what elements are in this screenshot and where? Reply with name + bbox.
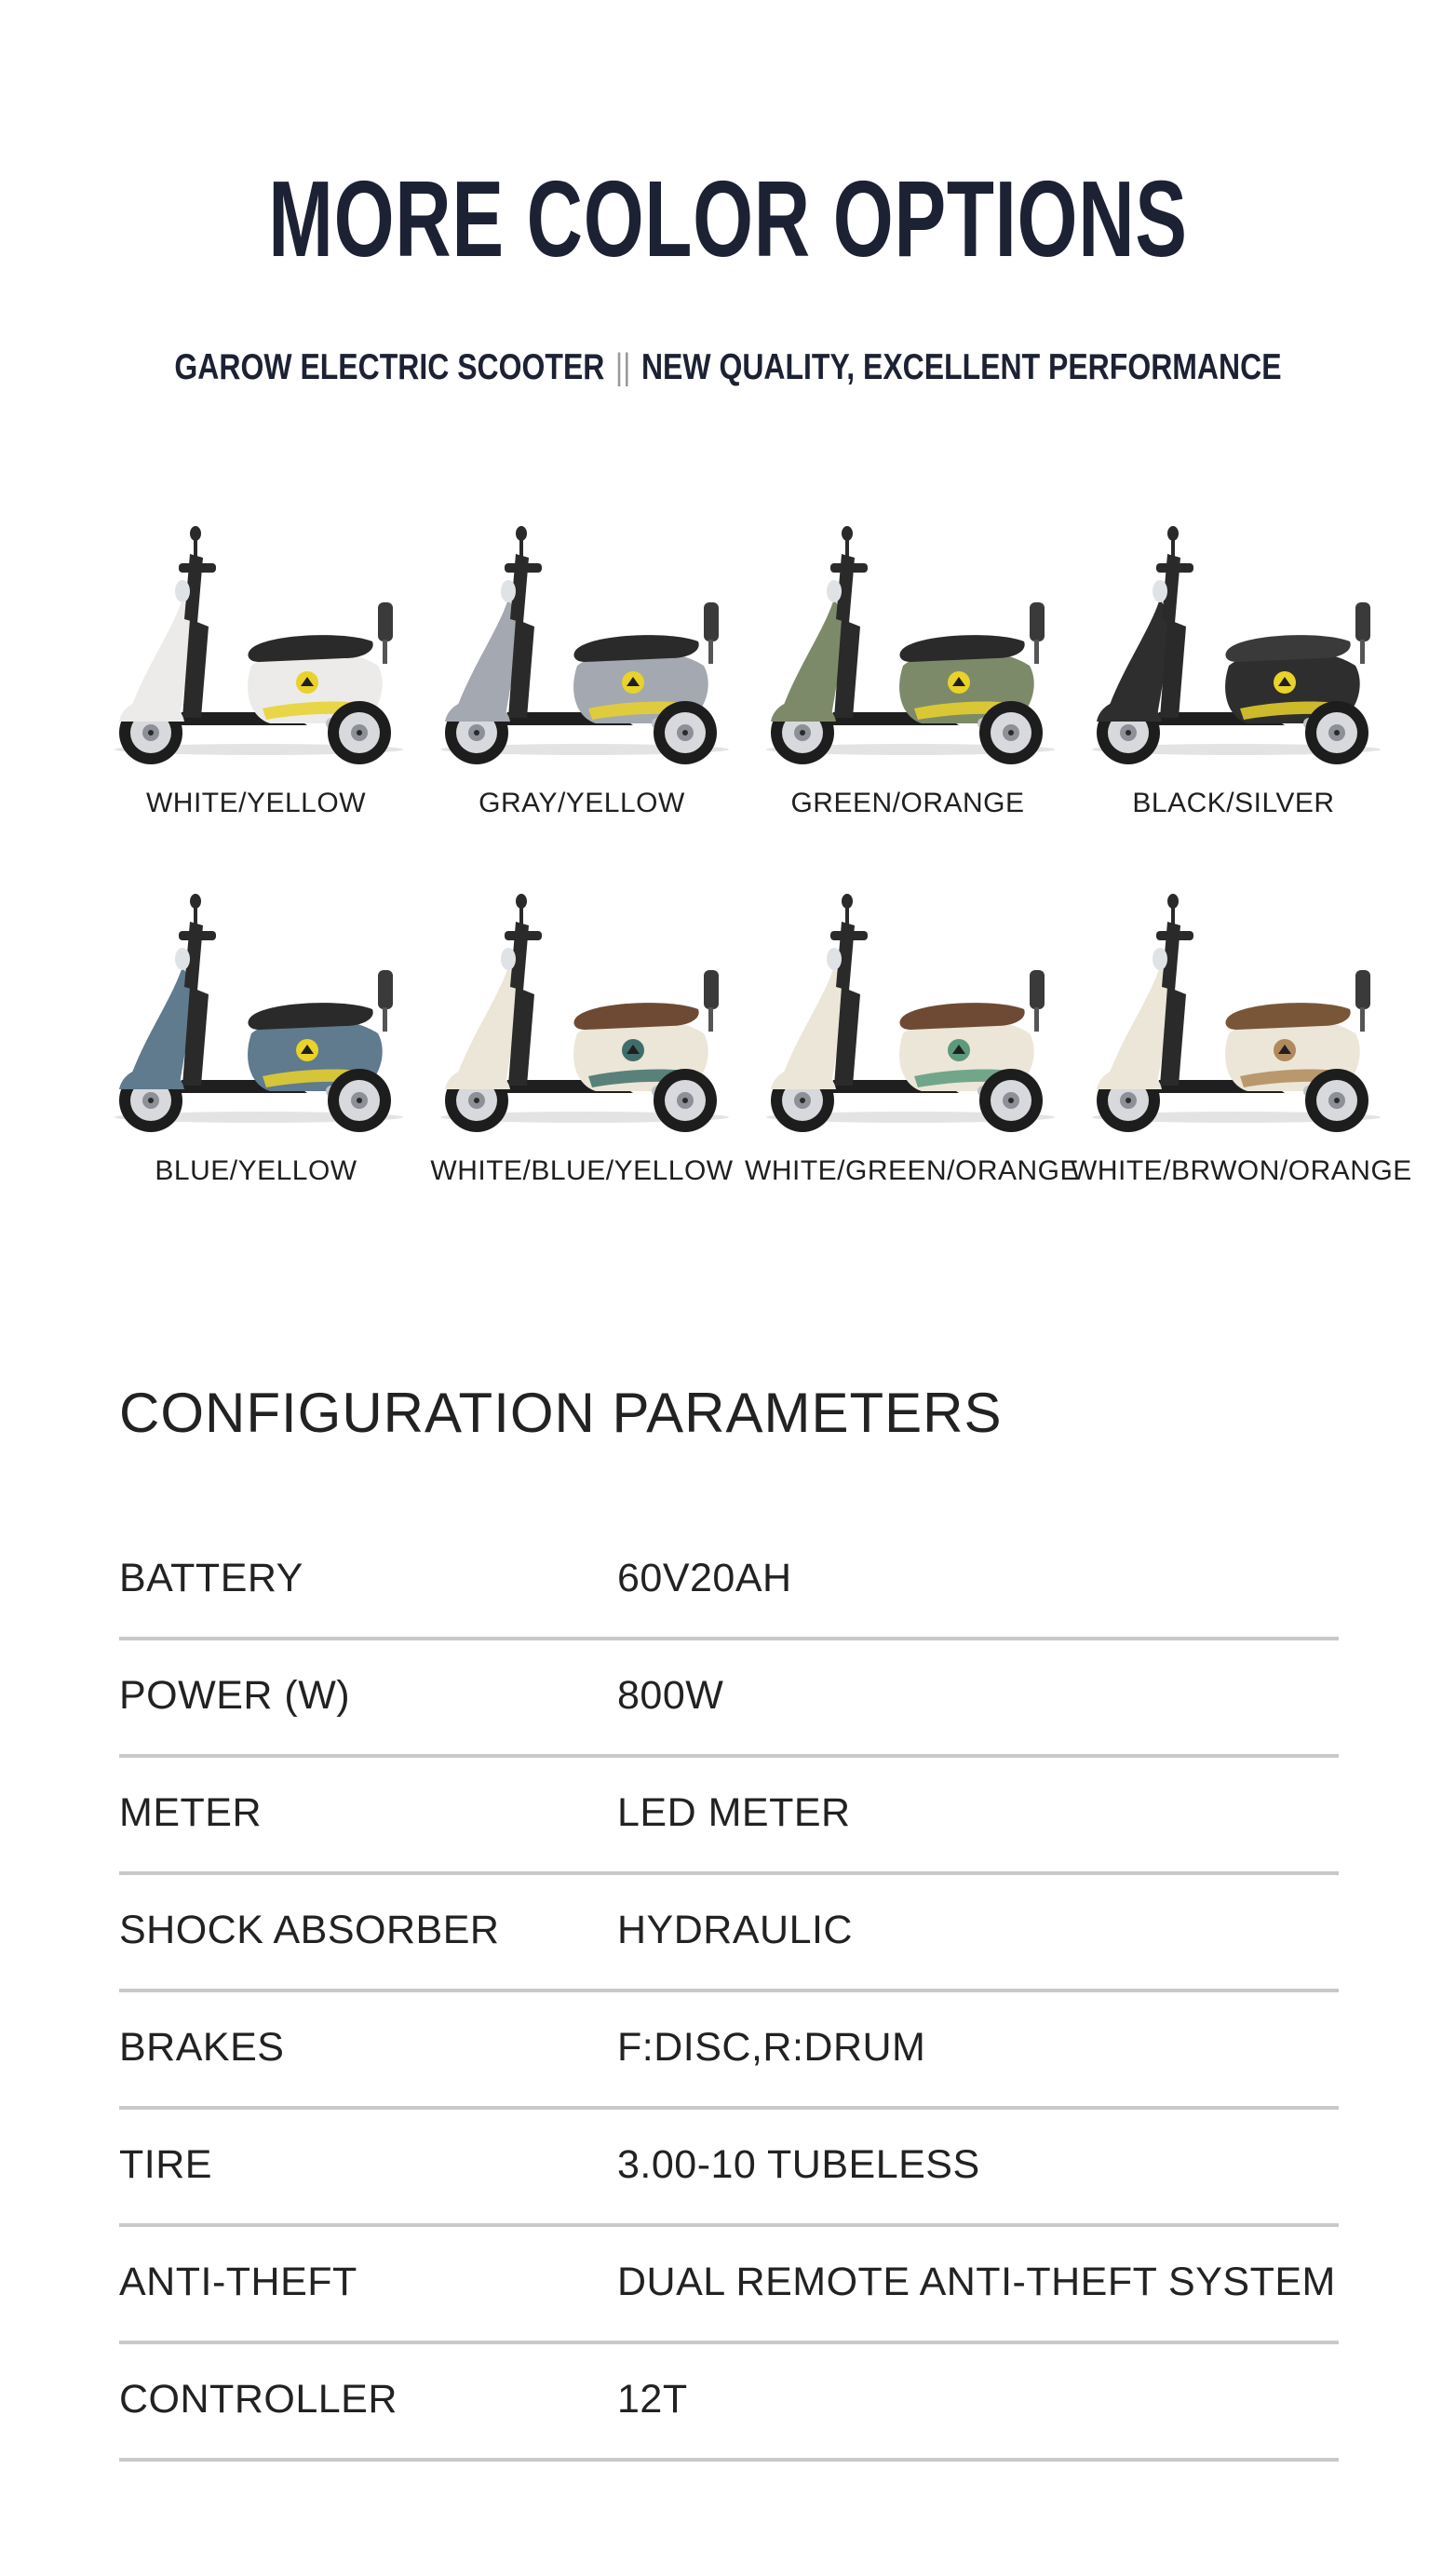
backrest-post [1360,640,1365,664]
color-option-label: GREEN/ORANGE [790,788,1025,818]
handlebar [830,931,868,940]
backrest-post [383,1007,387,1032]
handlebar [505,931,542,940]
backrest-post [1360,1007,1365,1032]
config-row [119,1640,1339,1758]
config-row [119,1875,1339,1992]
handlebar [505,563,542,573]
subtitle-separator: || [614,347,631,387]
handlebar [830,563,868,573]
config-value: HYDRAULIC [617,1908,853,1952]
config-key: CONTROLLER [119,2377,398,2422]
backrest [704,970,719,1009]
color-option-label: BLACK/SILVER [1132,788,1335,818]
color-option[interactable] [745,894,1080,1210]
config-key: SHOCK ABSORBER [119,1908,500,1952]
config-value: LED METER [617,1790,851,1835]
scooter-image [745,526,1071,768]
config-row [119,1758,1339,1875]
config-row [119,2110,1339,2227]
config-key: BATTERY [119,1556,303,1600]
config-row [119,1992,1339,2110]
backrest-post [1034,1007,1039,1032]
headlight [175,948,190,970]
scooter-wheel [328,1069,391,1132]
backrest [1030,970,1045,1009]
scooter-image [419,526,745,768]
config-row [119,2344,1339,2462]
backrest [704,602,719,641]
scooter-image [93,526,419,768]
scooter-wheel [654,701,717,764]
headlight [827,948,842,970]
mirror [516,526,527,541]
scooter-image [1071,894,1396,1136]
subtitle-tagline: NEW QUALITY, EXCELLENT PERFORMANCE [640,347,1282,387]
scooter-wheel [328,701,391,764]
mirror [1167,894,1179,909]
backrest [378,970,393,1009]
headlight [1153,948,1167,970]
config-section-title: CONFIGURATION PARAMETERS [119,1382,1003,1444]
headlight [501,580,516,602]
color-option[interactable] [745,526,1071,843]
config-value: DUAL REMOTE ANTI-THEFT SYSTEM [617,2260,1336,2304]
mirror [1167,526,1179,541]
backrest [1355,970,1370,1009]
color-options-row-1 [93,526,1396,843]
color-option-label: WHITE/GREEN/ORANGE [745,1155,1080,1186]
mirror [842,526,853,541]
backrest-post [383,640,387,664]
color-option[interactable] [93,894,419,1210]
color-option[interactable] [419,894,745,1210]
backrest-post [1034,640,1039,664]
config-value: 800W [617,1673,724,1718]
scooter-image [745,894,1071,1136]
headlight [1153,580,1167,602]
config-value: 60V20AH [617,1556,792,1600]
subtitle-brand: GAROW ELECTRIC SCOOTER [174,347,605,387]
scooter-wheel [1305,701,1368,764]
handlebar [1156,563,1193,573]
mirror [190,894,201,909]
color-option[interactable] [1071,894,1412,1210]
config-value: 12T [617,2377,688,2422]
headlight [175,580,190,602]
handlebar [179,931,216,940]
mirror [842,894,853,909]
config-key: METER [119,1790,262,1835]
color-option-label: WHITE/BLUE/YELLOW [430,1155,734,1186]
mirror [516,894,527,909]
backrest-post [708,640,713,664]
scooter-wheel [979,1069,1043,1132]
backrest-post [708,1007,713,1032]
config-key: BRAKES [119,2025,285,2070]
handlebar [1156,931,1193,940]
scooter-wheel [654,1069,717,1132]
color-option[interactable] [93,526,419,843]
config-value: 3.00-10 TUBELESS [617,2142,980,2187]
mirror [190,526,201,541]
scooter-wheel [979,701,1043,764]
color-option[interactable] [419,526,745,843]
headlight [827,580,842,602]
page-title: MORE COLOR OPTIONS [268,158,1188,279]
config-row [119,2227,1339,2344]
scooter-image [419,894,745,1136]
color-options-row-2 [93,894,1412,1210]
backrest [378,602,393,641]
config-row [119,1523,1339,1640]
config-value: F:DISC,R:DRUM [617,2025,926,2070]
color-option-label: BLUE/YELLOW [155,1155,357,1186]
backrest [1030,602,1045,641]
color-option-label: GRAY/YELLOW [479,788,685,818]
scooter-image [93,894,419,1136]
color-option-label: WHITE/BRWON/ORANGE [1071,1155,1412,1186]
scooter-image [1071,526,1396,768]
color-option[interactable] [1071,526,1396,843]
page-subtitle [131,344,1325,391]
config-key: TIRE [119,2142,212,2187]
config-key: POWER (W) [119,1673,351,1718]
config-key: ANTI-THEFT [119,2260,357,2304]
color-option-label: WHITE/YELLOW [145,788,367,818]
config-table [119,1523,1339,2462]
backrest [1355,602,1370,641]
handlebar [179,563,216,573]
headlight [501,948,516,970]
scooter-wheel [1305,1069,1368,1132]
